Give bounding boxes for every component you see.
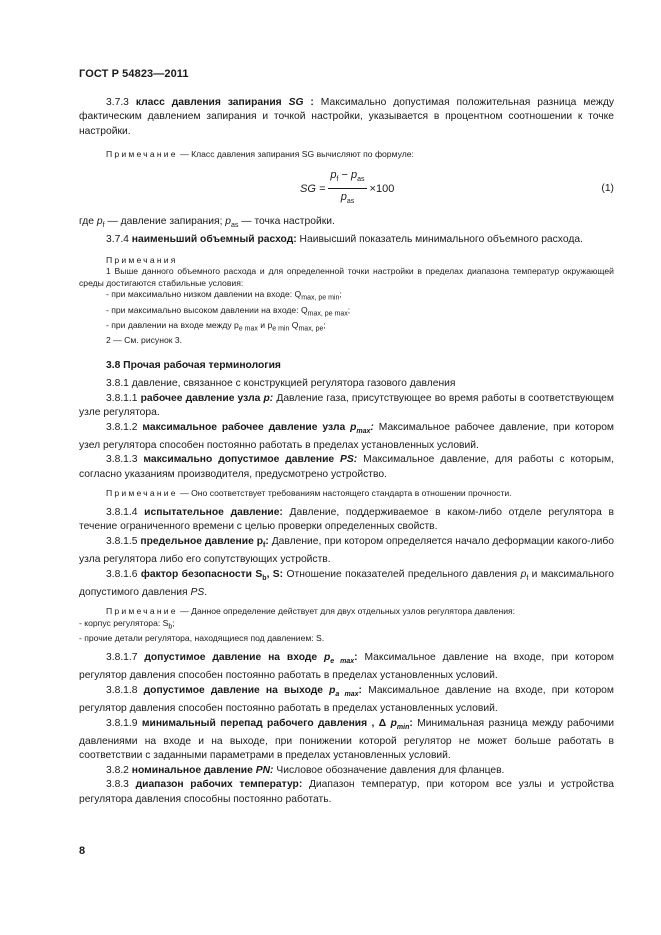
clause-3-7-3: 3.7.3 класс давления запирания SG : Максимально допустимая положительная разница между фактическим давлением запирания и точкой настройки, указывается в процентном соотношении к точке настройки. — [79, 97, 614, 137]
notes-3-7-4: Примечания 1 Выше данного объемного расхода и для определенной точки настройки в пределах диапазона температур окружающей среды достигаются стабильные условия: - при максимально низком давлении на входе: $Q_{max, pe min}$; - при максимально высоком давлении на входе: $Q_{max, pe max}$; - при давлении на входе между $p_{e max}$ и $p_{e min}$ $Q_{max, pe}$; 2 — См. рисунок 3. — [79, 254, 614, 346]
clause-3-8-1-2: 3.8.1.2 максимальное рабочее давление узла $p_{max}$: Максимальное рабочее давление, при котором узел регулятора способен постоянно работать в пределах установленных условий. — [79, 421, 615, 452]
note-3-8-1-3: Примечание — Оно соответствует требованиям настоящего стандарта в отношении прочности. — [106, 488, 512, 499]
note-3-7-3: Примечание — Класс давления запирания SG вычисляют по формуле: — [106, 149, 414, 160]
equation-number: (1) — [601, 182, 614, 194]
term: наименьший объемный расход: — [131, 234, 297, 246]
clause-3-8-1-4: 3.8.1.4 испытательное давление: Давление, поддерживаемое в каком-либо отделе регулятора в течение ограниченного времени с целью проверки определенных свойств. — [79, 506, 614, 533]
formula-legend: где $p_f$ — давление запирания; $p_{as}$ — точка настройки. — [79, 215, 335, 229]
document-header: ГОСТ Р 54823—2011 — [79, 68, 189, 80]
clause-3-8-1-6: 3.8.1.6 фактор безопасности $S_b$, S: Отношение показателей предельного давления $p_f$ и максимального допустимого давления PS. — [79, 568, 614, 598]
clause-3-8-3: 3.8.3 диапазон рабочих температур: Диапазон температур, при котором все узлы и устройства регулятора давления способны постоянно работать. — [79, 779, 614, 805]
clause-3-8-1-8: 3.8.1.8 допустимое давление на выходе $p_{a max}$: Максимальное давление на входе, при котором регулятор давления способен постоянно работать в пределах установленных условий. — [79, 684, 614, 715]
clause-3-8-2: 3.8.2 номинальное давление PN: Числовое обозначение давления для фланцев. — [106, 764, 505, 776]
term: диапазон рабочих температур: — [135, 779, 303, 791]
clause-3-8-1-7: 3.8.1.7 допустимое давление на входе $p_{e max}$: Максимальное давление на входе, при котором регулятор давления способен постоянно работать в пределах установленных условий. — [79, 651, 614, 682]
clause-3-8-1-3: 3.8.1.3 максимально допустимое давление PS: Максимальное давление, для работы с которым, согласно указаниям производителя, предусмотрено устройство. — [79, 454, 614, 480]
term: испытательное давление: — [144, 506, 283, 518]
clause-3-8-1-9: 3.8.1.9 минимальный перепад рабочего давления , Δ $p_{min}$: Минимальная разница между рабочими давлениями на входе и на выходе, при понижении которой регулятор не может больше работать в соответствии с заданными параметрами в пределах установленных условий. — [79, 717, 614, 762]
term: класс давления запирания — [135, 97, 289, 108]
page-number: 8 — [79, 845, 86, 857]
section-title-3-8: 3.8 Прочая рабочая терминология — [106, 359, 281, 371]
formula-expression: SG = $\frac{p_f - p_{as}}{p_{as}}$ ×100 — [300, 169, 394, 209]
term: рабочее давление узла — [140, 392, 264, 404]
clause-3-8-1: 3.8.1 давление, связанное с конструкцией регулятора газового давления — [106, 378, 456, 390]
term: допустимое давление на выходе — [143, 684, 330, 696]
clause-3-8-1-5: 3.8.1.5 предельное давление $p_f$: Давление, при котором определяется начало деформации какого-либо узла регулятора либо его сопутствующих устройств. — [79, 535, 614, 566]
term: предельное давление p — [140, 535, 263, 547]
clause-3-7-4: 3.7.4 наименьший объемный расход: Наивысший показатель минимального объемного расхода. — [106, 234, 583, 246]
clause-3-8-1-1: 3.8.1.1 рабочее давление узла p: Давление газа, присутствующее во время работы в соответствующем узле регулятора. — [79, 392, 614, 419]
term: допустимое давление на входе — [144, 651, 324, 663]
term: минимальный перепад рабочего давления , Δ — [141, 717, 391, 729]
term: фактор безопасности S — [140, 568, 263, 580]
document-body — [79, 96, 614, 807]
note-3-8-1-6: Примечание — Данное определение действует для двух отдельных узлов регулятора давления: - корпус регулятора: $S_b$; - прочие детали регулятора, находящиеся под давлением: S. — [79, 606, 516, 644]
term: номинальное давление — [131, 764, 256, 776]
term: максимальное рабочее давление узла — [142, 421, 351, 433]
formula-fraction: $\frac{p_f - p_{as}}{p_{as}}$ — [330, 168, 365, 206]
term: максимально допустимое давление — [143, 454, 341, 466]
formula-1 — [79, 169, 614, 209]
